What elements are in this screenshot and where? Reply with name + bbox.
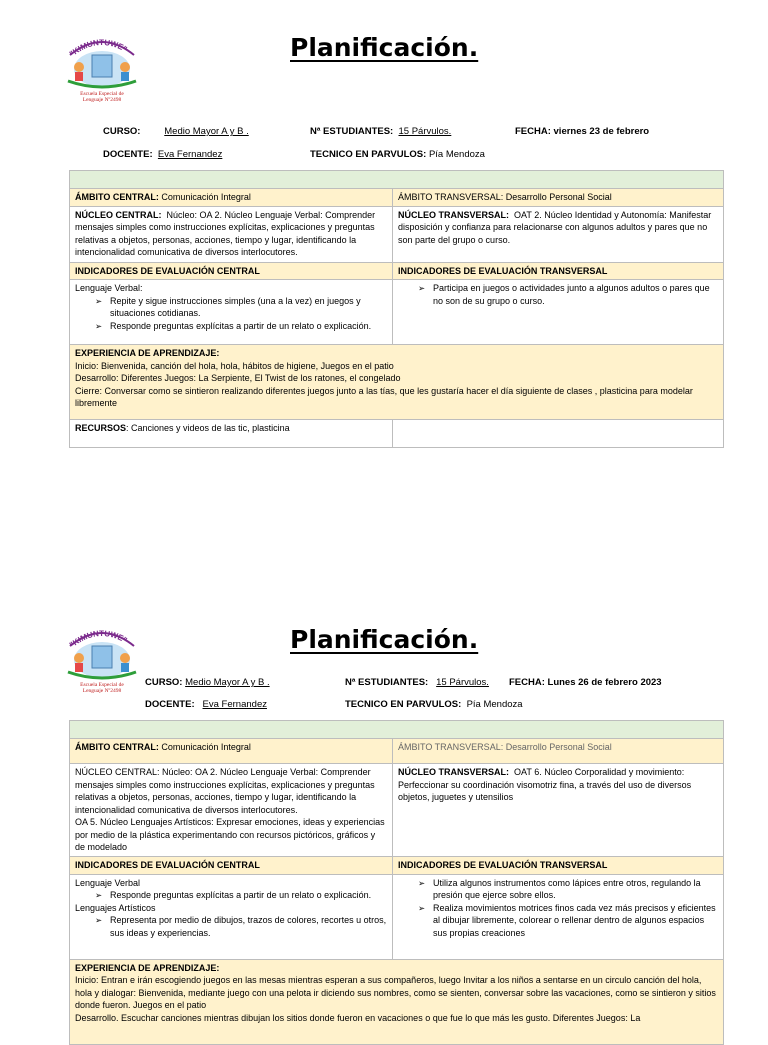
list-item: ➢ Responde preguntas explícitas a partir de un relato o explicación. [95,320,387,333]
recursos-empty [393,420,724,448]
school-logo [64,33,140,103]
page-title: Planificación. [290,625,479,654]
docente-field: DOCENTE: Eva Fernandez [145,699,267,710]
school-logo [64,624,140,694]
list-item: ➢ Realiza movimientos motrices finos cada vez más precisos y eficientes al dibujar libremente, colorear o rellenar dentro de algunos espacios sus propias creaciones [418,902,718,940]
planning-table [69,720,724,1045]
nucleo-central: NÚCLEO CENTRAL: Núcleo: OA 2. Núcleo Lenguaje Verbal: Comprender mensajes simples como instrucciones explícitas, explicaciones y preguntas relativas a objetos, personas, acciones, tiempo y lugar, identificando la intencionalidad comunicativa de diversos interlocutores. OA 5. Núcleo Lenguajes Artísticos: Expresar emociones, ideas y experiencias por medio de la plástica experimentando con recursos pictóricos, gráficos y de modelado [70,764,393,857]
logo-number-text: Lenguaje Nº2498 [82,97,122,103]
logo-name-text: "KIMUNTUWE" [67,37,129,59]
experiencia-aprendizaje: EXPERIENCIA DE APRENDIZAJE: Inicio: Bienvenida, canción del hola, hola, hábitos de higiene, Juegos en el patio Desarrollo: Diferentes Juegos: La Serpiente, El Twist de los ratones, el congelado Cierre: Conversar como se sintieron realizando diferentes juegos junto a las tías, que les gustaría hacer el día siguiente de clases , plasticina para modelar libremente [70,345,724,420]
tecnico-field: TECNICO EN PARVULOS: Pía Mendoza [345,699,523,710]
logo-number-text: Lenguaje Nº2498 [82,688,122,694]
fecha-field: FECHA: Lunes 26 de febrero 2023 [509,677,662,688]
ambito-central: ÁMBITO CENTRAL: Comunicación Integral [70,739,393,764]
ambito-central: ÁMBITO CENTRAL: Comunicación Integral [70,189,393,207]
nucleo-transversal: NÚCLEO TRANSVERSAL: OAT 2. Núcleo Identidad y Autonomía: Manifestar disposición y confianza para relacionarse con algunos adultos y pares que no son parte del grupo o curso. [393,206,724,262]
ind-transversal-header: INDICADORES DE EVALUACIÓN TRANSVERSAL [393,262,724,280]
list-item: ➢ Utiliza algunos instrumentos como lápices entre otros, regulando la presión que ejerce sobre ellos. [418,877,718,902]
fecha-field: FECHA: viernes 23 de febrero [515,126,650,137]
header-band [70,721,724,739]
ind-transversal-header: INDICADORES DE EVALUACIÓN TRANSVERSAL [393,857,724,875]
list-item: ➢ Repite y sigue instrucciones simples (una a la vez) en juegos y situaciones cotidianas. [95,295,387,320]
ambito-transversal: ÁMBITO TRANSVERSAL: Desarrollo Personal Social [393,739,724,764]
curso-field: CURSO: Medio Mayor A y B . [103,126,249,137]
ind-central-header: INDICADORES DE EVALUACIÓN CENTRAL [70,262,393,280]
ind-central-content: Lenguaje Verbal ➢ Responde preguntas explícitas a partir de un relato o explicación. Lenguajes Artísticos ➢ Representa por medio de dibujos, trazos de colores, recortes u otros, sus ideas y experiencias. [70,874,393,959]
curso-field: CURSO: Medio Mayor A y B . [145,677,270,688]
ind-central-content: Lenguaje Verbal: ➢ Repite y sigue instrucciones simples (una a la vez) en juegos y situaciones cotidianas. ➢ Responde preguntas explícitas a partir de un relato o explicación. [70,280,393,345]
list-item: ➢ Representa por medio de dibujos, trazos de colores, recortes u otros, sus ideas y experiencias. [95,914,387,939]
ind-transversal-content [393,874,724,959]
nucleo-central: NÚCLEO CENTRAL: Núcleo: OA 2. Núcleo Lenguaje Verbal: Comprender mensajes simples como instrucciones explícitas, explicaciones y preguntas relativas a objetos, personas, acciones, tiempo y lugar, identificando la intencionalidad comunicativa de diversos interlocutores. [70,206,393,262]
ind-central-header: INDICADORES DE EVALUACIÓN CENTRAL [70,857,393,875]
nucleo-transversal: NÚCLEO TRANSVERSAL: OAT 6. Núcleo Corporalidad y movimiento: Perfeccionar su coordinación visomotriz fina, a través del uso de diversos objetos, juguetes y utensilios [393,764,724,857]
ind-transversal-content [393,280,724,345]
header-band [70,171,724,189]
page-title: Planificación. [290,33,479,62]
list-item: ➢ Responde preguntas explícitas a partir de un relato o explicación. [95,889,387,902]
docente-field: DOCENTE: Eva Fernandez [103,149,223,160]
estudiantes-field: Nª ESTUDIANTES: 15 Párvulos. [345,677,489,688]
estudiantes-field: Nª ESTUDIANTES: 15 Párvulos. [310,126,452,137]
planning-table [69,170,724,448]
recursos: RECURSOS: Canciones y videos de las tic, plasticina [70,420,393,448]
logo-school-text: Escuela Especial de [80,91,124,97]
ambito-transversal: ÁMBITO TRANSVERSAL: Desarrollo Personal Social [393,189,724,207]
experiencia-aprendizaje: EXPERIENCIA DE APRENDIZAJE: Inicio: Entran e irán escogiendo juegos en las mesas mientras esperan a sus compañeros, luego Invitar a los niños a sentarse en un circulo canción del hola, hola y dialogar: Bienvenida, mediante juego con una pelota ir diciendo sus nombres, como se sienten, conversar sobre las vacaciones, como se sintieron y sitios donde fueron. Juegos en el patio Desarrollo. Escuchar canciones mientras dibujan los sitios donde fueron en vacaciones o que fue lo que más les gusto. Diferentes Juegos: La [70,959,724,1044]
logo-school-text: Escuela Especial de [80,682,124,688]
tecnico-field: TECNICO EN PARVULOS: Pía Mendoza [310,149,485,160]
list-item: ➢ Participa en juegos o actividades junto a algunos adultos o pares que no son de su grupo o curso. [418,282,718,307]
logo-name-text: "KIMUNTUWE" [67,628,129,650]
